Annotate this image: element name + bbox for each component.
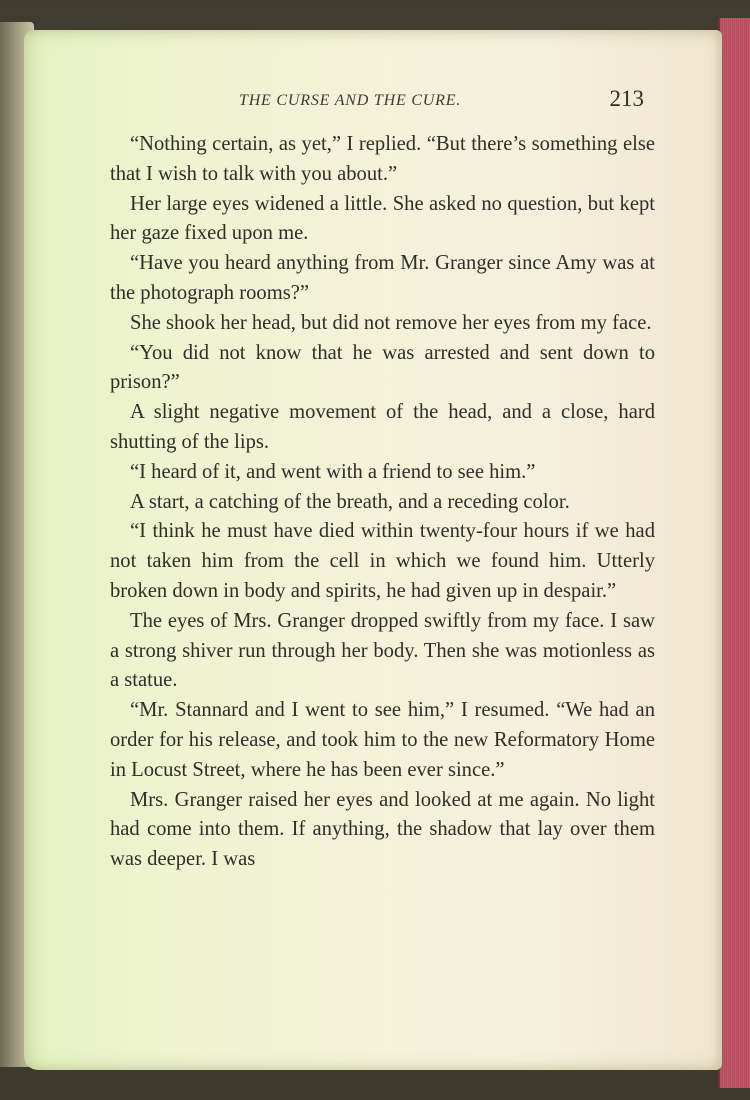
paragraph: A slight negative movement of the head, and a close, hard shutting of the lips. xyxy=(110,401,655,453)
paragraph: A start, a catching of the breath, and a receding color. xyxy=(130,490,570,513)
running-title: THE CURSE AND THE CURE. xyxy=(239,92,462,109)
paragraph: She shook her head, but did not remove her eyes from my face. xyxy=(130,311,652,334)
paragraph: “Have you heard anything from Mr. Granger since Amy was at the photograph rooms?” xyxy=(110,252,655,304)
paragraph: “I think he must have died within twenty-four hours if we had not taken him from the cell in which we found him. Utterly broken down in body and spirits, he had given up in despair.” xyxy=(110,520,655,602)
paragraph: “I heard of it, and went with a friend to see him.” xyxy=(130,460,536,483)
paragraph: Mrs. Granger raised her eyes and looked at me again. No light had come into them. If anything, the shadow that lay over them was deeper. I was xyxy=(110,788,655,871)
paragraph: The eyes of Mrs. Granger dropped swiftly from my face. I saw a strong shiver run through her body. Then she was motionless as a statue. xyxy=(110,609,655,692)
page-stack-edge xyxy=(718,18,750,1088)
book-page xyxy=(24,30,722,1070)
page-header xyxy=(24,86,722,126)
paragraph: “You did not know that he was arrested and sent down to prison?” xyxy=(110,341,655,394)
paragraph: “Mr. Stannard and I went to see him,” I resumed. “We had an order for his release, and took him to the new Reformatory Home in Locust Street, where he has been ever since.” xyxy=(110,699,655,781)
paragraph: “Nothing certain, as yet,” I replied. “But there’s something else that I wish to talk with you about.” xyxy=(110,133,655,185)
page-number: 213 xyxy=(609,86,644,111)
body-text xyxy=(110,130,655,875)
paragraph: Her large eyes widened a little. She asked no question, but kept her gaze fixed upon me. xyxy=(110,192,655,245)
